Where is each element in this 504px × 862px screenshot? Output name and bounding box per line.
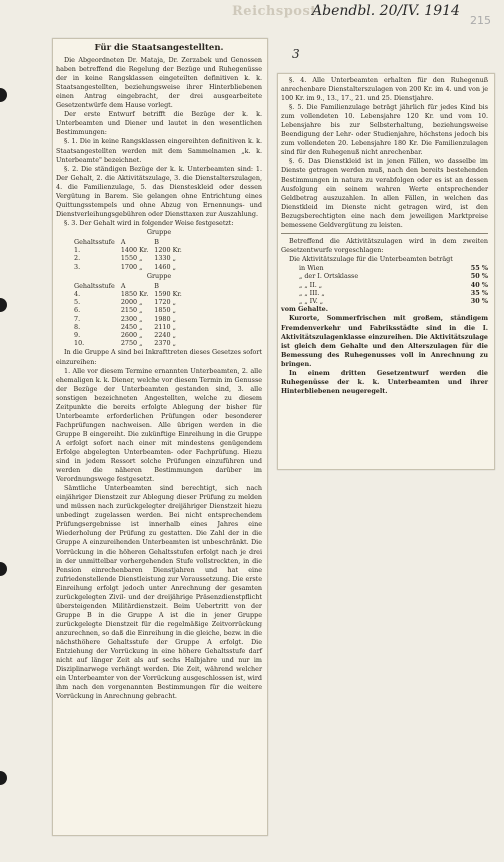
table-cell: 1400 Kr. (120, 246, 149, 255)
section-6: §. 6. Das Dienstkleid ist in jenen Fällen, wo dasselbe im Dienste getragen werden muß, nach den bereits bestehenden Bestimmungen in natura zu verabfolgen oder es ist an dessen Ausfolgung ein seinem wahren Werte entsprechender Geldbetrag auszuzahlen. In allen Fällen, in welchen das Dienstkleid im Dienste nicht getragen wird, ist den Bezugsberechtigten eine nach dem jeweiligen Marktpreise bemessene Geldvergütung zu leisten. (281, 157, 488, 229)
section-3: §. 3. Der Gehalt wird in folgender Weise festgesetzt: (64, 218, 234, 227)
table-cell: 6. (74, 306, 81, 315)
table-row (74, 298, 188, 306)
left-column (56, 42, 262, 701)
table-row (74, 306, 188, 314)
table-row (281, 264, 488, 272)
table-cell: 40 % (470, 280, 488, 289)
paragraph: Der erste Entwurf betrifft die Bezüge der k. k. Unterbeamten und Diener und lautet in den wesentlichen Bestimmungen: (56, 110, 262, 137)
table-cell: 10. (74, 339, 85, 348)
table-row (74, 290, 188, 298)
pencil-page-number: 215 (470, 14, 491, 27)
table-cell: 5. (74, 298, 81, 307)
salary-table-group-1: Gehaltsstufe A B 1. 1400 Kr. 1200 Kr. 2. 1550 „ 1330 „ 3. 1700 „ 1460 „ (74, 238, 188, 271)
paragraph: Sämtliche Unterbeamten sind berechtigt, sich nach einjähriger Dienstzeit zur Ablegung dieser Prüfung zu melden und müssen nach zurückgelegter dreijähriger Dienstzeit hiezu unbedingt zugelassen werden. Bei nicht entsprechendem Prüfungsergebnisse ist innerhalb eines Jahres eine Wiederholung der Prüfung zu gestatten. Die Zahl der in die Gruppe A einzureihenden Unterbeamten ist unbeschränkt. Die Vorrückung in die höheren Gehaltsstufen erfolgt nach je drei in der unmittelbar vorhergehenden Stufe vollstreckten, in die Pension einrechenbaren Dienstjahren und hat eine zufriedenstellende Dienstleistung zur Voraussetzung. Die erste Einreihung erfolgt jedoch unter Anrechnung der gesamten zurückgelegten Zivil- und der dreijährige Präsenzdienstpflicht übersteigenden Militärdienstzeit. Beim Uebertritt von der Gruppe B in die Gruppe A ist die in jener Gruppe zurückgelegte Dienstzeit für die regelmäßige Zeitvorrückung anzurechnen, so daß die Einreihung in die gleiche, bezw. in die nächsthöhere Gehaltsstufe der Gruppe A erfolgt. Die Entziehung der Vorrückung in eine höhere Gehaltsstufe darf nicht auf länger Zeit als auf sechs Halbjahre und nur im Disziplinarwege verhängt werden. Die Zeit, während welcher ein Unterbeamter von der Vorrückung ausgeschlossen ist, wird ihm nach den vorgenannten Bestimmungen für die weitere Vorrückung in Anrechnung gebracht. (56, 484, 262, 701)
paragraph: Kurorte, Sommerfrischen mit großem, ständigem Fremdenverkehr und Fabriksstädte sind in die I. Aktivitätszulagenklasse einzureihen. Die Aktivitätszulage ist gleich dem Gehalte und den Alterszulagen für die Bemessung des Ruhegenusses voll in Anrechnung zu bringen. (281, 314, 488, 368)
table-cell: 2000 „ (120, 298, 143, 307)
table-row (281, 297, 488, 305)
table-cell: 30 % (470, 297, 488, 306)
table-cell: 2. (74, 254, 81, 263)
table-cell: 1. (74, 246, 81, 255)
table-cell: 35 % (470, 288, 488, 297)
paragraph: 1. Alle vor diesem Termine ernannten Unterbeamten, 2. alle ehemaligen k. k. Diener, welche vor diesem Termin im Genusse der Bezüge der Unterbeamten gestanden sind, 3. alle sonstigen bezeichneten Angestellten, welche zu diesem Zeitpunkte die bereits erfolgte Ablegung der bisher für Unterbeamte erforderlichen Prüfungen oder besonderer Fachprüfungen nachweisen. Alle übrigen werden in die Gruppe B eingereiht. Die zukünftige Einreihung in die Gruppe A erfolgt sofort nach einer mit mindestens genügendem Erfolge abgelegten Unterbeamten- oder Fachprüfung. Hiezu sind in jedem Ressort solche Prüfungen einzuführen und werden die näheren Bestimmungen darüber im Verordnungswege festgesetzt. (56, 366, 262, 484)
table-row (281, 281, 488, 289)
group-label: Gruppe (146, 271, 172, 280)
table-cell: „ „ IV. „ (299, 297, 324, 306)
handwritten-date: Abendbl. 20/IV. 1914 (312, 3, 460, 19)
paragraph: vom Gehalte. (281, 305, 328, 314)
table-cell: 4. (74, 290, 81, 299)
table-cell: 2450 „ (120, 322, 143, 331)
table-cell: 2750 „ (120, 339, 143, 348)
table-cell: 1590 Kr. (154, 290, 182, 299)
paragraph: In die Gruppe A sind bei Inkrafttreten dieses Gesetzes sofort einzureihen: (56, 348, 262, 366)
table-cell: 1850 Kr. (120, 290, 149, 299)
table-cell: 8. (74, 322, 81, 331)
table-cell: 55 % (470, 263, 488, 272)
paragraph: Die Aktivitätszulage für die Unterbeamten beträgt (289, 254, 453, 263)
table-row (74, 263, 188, 271)
paragraph-intro: Die Abgeordneten Dr. Mataja, Dr. Zerzabek und Genossen haben betreffend die Regelung der Bezüge und Ruhegenüsse der in keine Rangsklassen eingeteilten definitiven k. k. Staatsangestellten, beziehungsweise ihrer Hinterbliebenen einen Antrag eingebracht, der drei ausgearbeitete Gesetzentwürfe dem Hause vorlegt. (56, 56, 262, 110)
section-2: §. 2. Die ständigen Bezüge der k. k. Unterbeamten sind: 1. Der Gehalt, 2. die Aktivitätszulage, 3. die Dienstalterszulagen, 4. die Familienzulage, 5. das Diensteskleid oder dessen Vergütung in Barem. Sie gelangen ohne Entrichtung eines Quittungsstempels und ohne Abzug von Ernennungs- und Dienstverleihungsgebühren oder Diensttaxen zur Auszahlung. (56, 164, 262, 218)
table-cell: „ „ III. „ (299, 288, 325, 297)
salary-table-group-2: Gehaltsstufe A B 4. 1850 Kr. 1590 Kr. 5. 2000 „ 1720 „ 6. 2150 „ 1850 „ 7. 2300 „ 1980 „ 8. 2450 „ 2110 „ 9. 2600 „ 2240 „ 10. 2750 „ 2370 „ (74, 282, 188, 348)
table-row (74, 339, 188, 347)
table-cell: 2300 „ (120, 314, 143, 323)
table-cell: 1550 „ (120, 254, 143, 263)
table-row (74, 254, 188, 262)
table-cell: in Wien (299, 263, 324, 272)
table-cell: 1720 „ (154, 298, 176, 307)
table-cell: 2600 „ (120, 331, 143, 340)
activity-allowance-table (281, 264, 488, 305)
table-cell: 3. (74, 262, 81, 271)
table-cell: 7. (74, 314, 81, 323)
table-cell: 2150 „ (120, 306, 143, 315)
divider (281, 233, 488, 234)
table-cell: 2110 „ (154, 322, 176, 331)
table-row (281, 272, 488, 280)
right-column (281, 76, 488, 396)
table-cell: 2370 „ (154, 339, 176, 348)
table-cell: „ „ II. „ (299, 280, 323, 289)
table-cell: 1330 „ (154, 254, 176, 263)
table-cell: 50 % (470, 272, 488, 281)
table-row (74, 323, 188, 331)
table-cell: „ der I. Ortsklasse (299, 272, 359, 281)
table-cell: 1850 „ (154, 306, 176, 315)
table-cell: 1200 Kr. (154, 246, 182, 255)
table-row (74, 246, 188, 254)
table-cell: 9. (74, 331, 81, 340)
group-label: Gruppe (146, 227, 172, 236)
paragraph: In einem dritten Gesetzentwurf werden die Ruhegenüsse der k. k. Unterbeamten und ihrer Hinterbliebenen neugeregelt. (281, 368, 488, 395)
table-cell: 1700 „ (120, 262, 143, 271)
table-cell: 1980 „ (154, 314, 176, 323)
paragraph: Betreffend die Aktivitätszulagen wird in dem zweiten Gesetzentwurfe vorgeschlagen: (281, 236, 488, 254)
table-cell: 1460 „ (154, 262, 176, 271)
handwritten-number: 3 (292, 47, 300, 61)
newspaper-stamp: Reichspost (232, 4, 317, 19)
section-4: §. 4. Alle Unterbeamten erhalten für den Ruhegenuß anrechenbare Dienstalterszulagen von 200 Kr. im 4. und von je 100 Kr. im 9., 13., 17., 21. und 25. Dienstjahre. (281, 76, 488, 103)
table-cell: 2240 „ (154, 331, 176, 340)
section-1: §. 1. Die in keine Rangsklassen eingereihten definitiven k. k. Staatsangestellten werden mit dem Sammelnamen „k. k. Unterbeamte" bezeichnet. (56, 137, 262, 164)
table-row (281, 289, 488, 297)
table-row (74, 331, 188, 339)
table-row (74, 315, 188, 323)
article-title: Für die Staatsangestellten. (94, 43, 224, 53)
section-5: §. 5. Die Familienzulage beträgt jährlich für jedes Kind bis zum vollendeten 10. Lebensjahre 120 Kr. und vom 10. Lebensjahre bis zur Selbsterhaltung, beziehungsweise Beendigung der Lehr- oder Studienjahre, höchstens jedoch bis zum vollendeten 20. Lebensjahre 180 Kr. Die Familienzulagen sind für den Ruhegenuß nicht anrechenbar. (281, 103, 488, 157)
